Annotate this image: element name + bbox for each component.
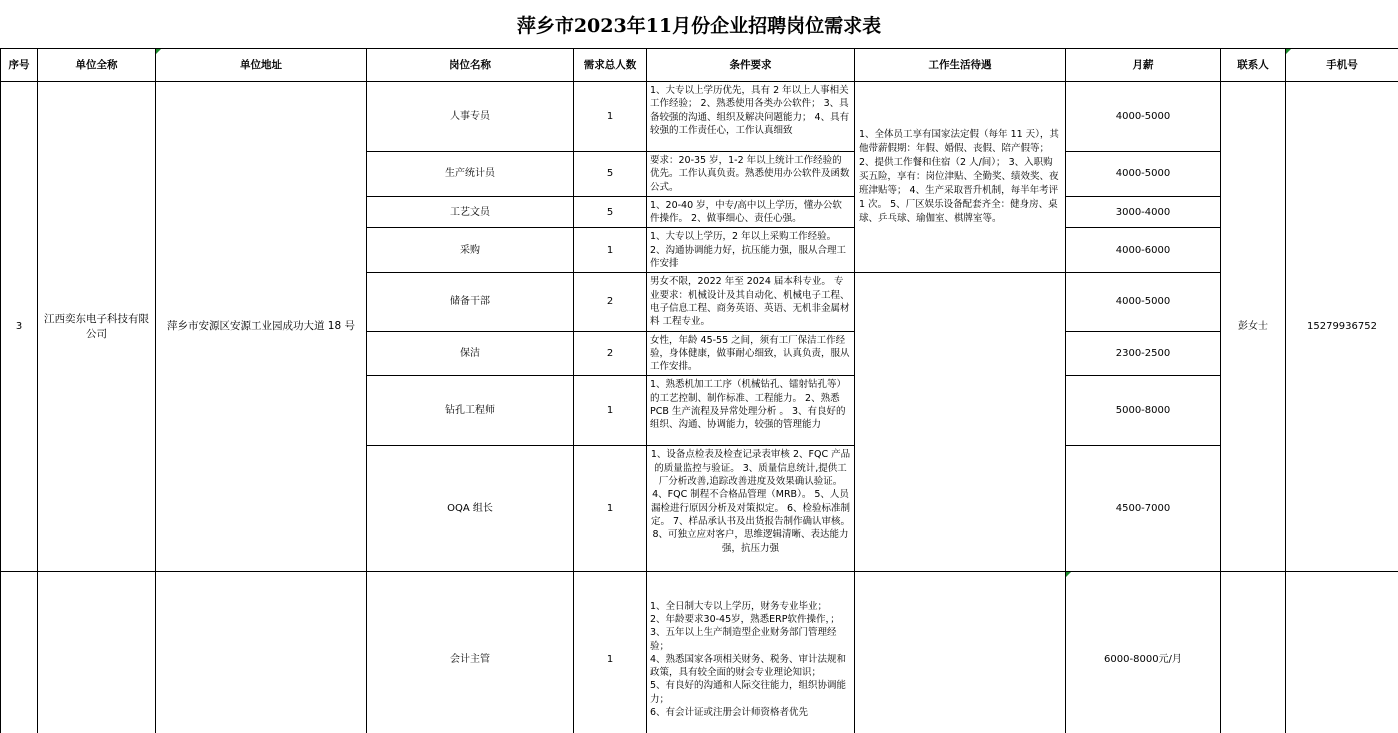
sheet-title: 萍乡市2023年11月份企业招聘岗位需求表 bbox=[0, 0, 1398, 49]
header-row bbox=[1, 49, 1398, 82]
cell-count[interactable]: 5 bbox=[574, 196, 647, 228]
cell-salary[interactable]: 3000-4000 bbox=[1066, 196, 1221, 228]
header-salary[interactable]: 月薪 bbox=[1066, 49, 1221, 82]
cell-welfare-empty[interactable] bbox=[855, 572, 1066, 733]
recruitment-table bbox=[0, 48, 1398, 733]
header-seq[interactable]: 序号 bbox=[1, 49, 38, 82]
header-requirements[interactable]: 条件要求 bbox=[647, 49, 855, 82]
cell-requirements[interactable]: 男女不限，2022 年至 2024 届本科专业。 专业要求：机械设计及其自动化、机械电子工程、电子信息工程、商务英语、英语、无机非金属材料 工程专业。 bbox=[647, 273, 855, 331]
cell-seq[interactable]: 3 bbox=[1, 82, 38, 572]
requirement-line: 6、有会计证或注册会计师资格者优先 bbox=[650, 706, 809, 718]
cell-requirements[interactable]: 1、设备点检表及检查记录表审核 2、FQC 产品的质量监控与验证。 3、质量信息统计,提供工厂分析改善,追踪改善进度及效果确认验证。 4、FQC 制程不合格品管理（MRB）。 5、人员漏检进行原因分析及对策拟定。 6、检验标准制定。 7、样品承认书及出货报告制作确认审核。 8、可独立应对客户，思维逻辑清晰、表达能力强，抗压力强 bbox=[647, 446, 855, 572]
cell-requirements[interactable]: 1、20-40 岁，中专/高中以上学历，懂办公软件操作。 2、做事细心、责任心强。 bbox=[647, 196, 855, 228]
cell-requirements[interactable]: 1、熟悉机加工工序（机械钻孔、镭射钻孔等）的工艺控制、制作标准、工程能力。 2、熟悉 PCB 生产流程及异常处理分析 。 3、有良好的组织、沟通、协调能力，较强的管理能力 bbox=[647, 376, 855, 446]
cell-company-empty[interactable] bbox=[38, 572, 156, 733]
cell-salary[interactable]: 2300-2500 bbox=[1066, 331, 1221, 376]
cell-salary[interactable]: 4000-5000 bbox=[1066, 82, 1221, 152]
cell-position[interactable]: 会计主管 bbox=[367, 572, 574, 733]
cell-company-address[interactable]: 萍乡市安源区安源工业园成功大道 18 号 bbox=[156, 82, 367, 572]
cell-requirements[interactable]: 女性，年龄 45-55 之间，须有工厂保洁工作经验，身体健康，做事耐心细致，认真负责，服从 工作安排。 bbox=[647, 331, 855, 376]
table-row bbox=[1, 82, 1398, 152]
cell-position[interactable]: 生产统计员 bbox=[367, 152, 574, 197]
cell-address-empty[interactable] bbox=[156, 572, 367, 733]
requirement-line: 5、有良好的沟通和人际交往能力，组织协调能力； bbox=[650, 680, 847, 705]
requirement-line: 2、年龄要求30-45岁，熟悉ERP软件操作，； bbox=[650, 613, 840, 625]
cell-count[interactable]: 1 bbox=[574, 446, 647, 572]
requirement-line: 4、熟悉国家各项相关财务、税务、审计法规和政策，具有较全面的财会专业理论知识； bbox=[650, 653, 847, 679]
cell-salary[interactable]: 6000-8000元/月 bbox=[1066, 572, 1221, 733]
header-welfare[interactable]: 工作生活待遇 bbox=[855, 49, 1066, 82]
header-company[interactable]: 单位全称 bbox=[38, 49, 156, 82]
cell-position[interactable]: OQA 组长 bbox=[367, 446, 574, 572]
header-contact[interactable]: 联系人 bbox=[1221, 49, 1286, 82]
cell-welfare-empty[interactable] bbox=[855, 273, 1066, 572]
cell-count[interactable]: 1 bbox=[574, 572, 647, 733]
table-row bbox=[1, 572, 1398, 733]
cell-requirements[interactable] bbox=[647, 572, 855, 733]
requirement-line: 3、五年以上生产制造型企业财务部门管理经验； bbox=[650, 627, 837, 652]
cell-count[interactable]: 1 bbox=[574, 82, 647, 152]
cell-position[interactable]: 人事专员 bbox=[367, 82, 574, 152]
cell-phone[interactable]: 15279936752 bbox=[1286, 82, 1398, 572]
cell-requirements[interactable]: 要求：20-35 岁，1-2 年以上统计工作经验的优先。工作认真负责。熟悉使用办公软件及函数公式。 bbox=[647, 152, 855, 197]
cell-count[interactable]: 5 bbox=[574, 152, 647, 197]
cell-salary[interactable]: 4000-6000 bbox=[1066, 228, 1221, 273]
cell-requirements[interactable]: 1、大专以上学历优先，具有 2 年以上人事相关工作经验； 2、熟悉使用各类办公软件； 3、具备较强的沟通、组织及解决问题能力； 4、具有较强的工作责任心，工作认真细致 bbox=[647, 82, 855, 152]
requirement-line: 1、全日制大专以上学历，财务专业毕业； bbox=[650, 600, 828, 612]
header-count[interactable]: 需求总人数 bbox=[574, 49, 647, 82]
cell-salary[interactable]: 4000-5000 bbox=[1066, 273, 1221, 331]
header-address[interactable]: 单位地址 bbox=[156, 49, 367, 82]
cell-salary[interactable]: 5000-8000 bbox=[1066, 376, 1221, 446]
header-position[interactable]: 岗位名称 bbox=[367, 49, 574, 82]
cell-phone-empty[interactable] bbox=[1286, 572, 1398, 733]
header-phone[interactable]: 手机号 bbox=[1286, 49, 1398, 82]
cell-position[interactable]: 采购 bbox=[367, 228, 574, 273]
cell-count[interactable]: 2 bbox=[574, 273, 647, 331]
cell-salary[interactable]: 4500-7000 bbox=[1066, 446, 1221, 572]
cell-count[interactable]: 2 bbox=[574, 331, 647, 376]
cell-welfare[interactable]: 1、全体员工享有国家法定假（每年 11 天），其他带薪假期：年假、婚假、丧假、陪产假等； 2、提供工作餐和住宿（2 人/间）； 3、入职购买五险，享有：岗位津贴、全勤奖、绩效奖、夜班津贴等； 4、生产采取晋升机制，每半年考评 1 次。 5、厂区娱乐设备配套齐全：健身房、桌球、乒乓球、瑜伽室、棋牌室等。 bbox=[855, 82, 1066, 273]
cell-count[interactable]: 1 bbox=[574, 228, 647, 273]
cell-position[interactable]: 钻孔工程师 bbox=[367, 376, 574, 446]
cell-position[interactable]: 储备干部 bbox=[367, 273, 574, 331]
cell-company-name[interactable]: 江西奕东电子科技有限公司 bbox=[38, 82, 156, 572]
cell-contact[interactable]: 彭女士 bbox=[1221, 82, 1286, 572]
cell-contact-empty[interactable] bbox=[1221, 572, 1286, 733]
cell-salary[interactable]: 4000-5000 bbox=[1066, 152, 1221, 197]
cell-requirements[interactable]: 1、大专以上学历，2 年以上采购工作经验。 2、沟通协调能力好，抗压能力强，服从合理工作安排 bbox=[647, 228, 855, 273]
cell-seq-empty[interactable] bbox=[1, 572, 38, 733]
cell-position[interactable]: 工艺文员 bbox=[367, 196, 574, 228]
cell-position[interactable]: 保洁 bbox=[367, 331, 574, 376]
cell-count[interactable]: 1 bbox=[574, 376, 647, 446]
